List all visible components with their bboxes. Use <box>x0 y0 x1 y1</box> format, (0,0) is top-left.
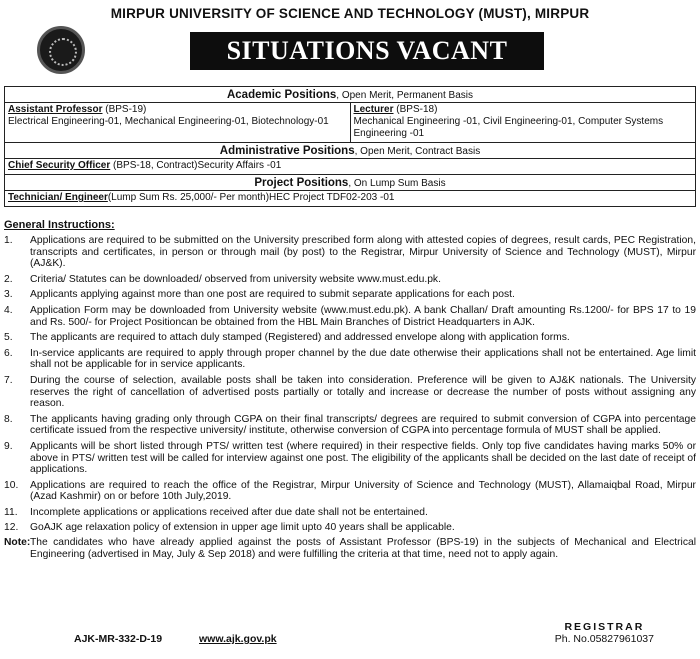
note <box>4 537 696 560</box>
instruction-text: Applications are required to be submitted on the University prescribed form along with attested copies of degrees, result cards, PEC Registration, transcripts and certificates, in person or through mail (by post) to the Registrar, Mirpur University of Science and Technology (MUST), Mirpur (AJ&K). <box>30 235 696 270</box>
chief-security-officer-title: Chief Security Officer <box>8 160 111 171</box>
instruction-item <box>4 375 696 410</box>
general-instructions-title: General Instructions: <box>4 219 115 231</box>
assistant-professor-fields: Electrical Engineering-01, Mechanical Engineering-01, Biotechnology-01 <box>8 116 329 127</box>
instruction-text: The applicants are required to attach duly stamped (Registered) and addressed envelope along with application forms. <box>30 332 570 344</box>
instruction-text: Applicants will be short listed through PTS/ written test (where required) in their respective fields. Only top five candidates having marks 50% or above in PTS/ written test will be called for interview against one post. The eligibility of the applicants shall be decided on the last date of receipt of applications. <box>30 440 696 476</box>
university-seal-icon <box>37 26 85 74</box>
instruction-number: 8. <box>4 413 13 425</box>
instruction-number: 11. <box>4 506 18 518</box>
academic-positions-row <box>5 103 695 143</box>
project-header-row <box>5 175 695 191</box>
instruction-number: 7. <box>4 374 13 386</box>
instruction-text: In-service applicants are required to apply through proper channel by the due date otherwise their applications shall not be entertained. Age limit shall not be applicable for in service applicants. <box>30 347 696 371</box>
university-name: MIRPUR UNIVERSITY OF SCIENCE AND TECHNOLOGY (MUST), MIRPUR <box>110 6 590 21</box>
instruction-item <box>4 522 696 534</box>
instruction-number: 10. <box>4 479 19 491</box>
footer <box>4 617 696 645</box>
lecturer-grade: (BPS-18) <box>393 104 438 115</box>
administrative-position-row <box>5 159 695 175</box>
instruction-number: 1. <box>4 235 13 246</box>
instruction-item <box>4 414 696 437</box>
project-title: Project Positions <box>254 177 349 189</box>
registrar-signature-block <box>555 621 654 645</box>
government-website-link[interactable]: www.ajk.gov.pk <box>199 633 277 645</box>
instruction-item <box>4 289 696 301</box>
instruction-item <box>4 305 696 328</box>
instruction-number: 5. <box>4 332 13 344</box>
positions-table <box>4 86 696 207</box>
lecturer-cell <box>351 103 696 142</box>
academic-basis: , Open Merit, Permanent Basis <box>336 90 474 101</box>
instruction-number: 4. <box>4 304 13 316</box>
academic-title: Academic Positions <box>226 89 337 101</box>
instruction-number: 3. <box>4 289 13 301</box>
instruction-item <box>4 348 696 371</box>
instruction-text: Applicants applying against more than one post are required to submit separate applications for each post. <box>30 289 515 301</box>
assistant-professor-title: Assistant Professor <box>8 104 103 115</box>
instruction-number: 9. <box>4 440 13 452</box>
lecturer-title: Lecturer <box>353 104 394 115</box>
header <box>4 4 696 74</box>
instruction-number: 6. <box>4 347 13 359</box>
instruction-text: The applicants having grading only through CGPA on their final transcripts/ degrees are required to submit conversion of CGPA into percentage certificate issued from the respective university/ institute, otherwise conversion of CGPA into percentage formula of MUST shall be applied. <box>30 413 696 437</box>
instruction-text: Application Form may be downloaded from University website (www.must.edu.pk). A bank Challan/ Draft amounting Rs.1200/- for BPS 17 to 19 and Rs. 500/- for Project Positioncan be obtained from the HBL Main Branches of District Headquarters in AJK. <box>30 304 696 328</box>
instruction-item <box>4 507 696 519</box>
instruction-item <box>4 332 696 344</box>
instruction-text: Applications are required to reach the office of the Registrar, Mirpur University of Science and Technology (MUST), Allamaiqbal Road, Mirpur (Azad Kashmir) on or before 10th July,2019. <box>30 479 696 503</box>
administrative-title: Administrative Positions <box>219 145 355 157</box>
registrar-title: REGISTRAR <box>564 621 645 633</box>
instruction-item <box>4 480 696 503</box>
instructions-list <box>4 235 696 534</box>
advertisement-reference: AJK-MR-332-D-19 <box>74 633 163 645</box>
administrative-basis: , Open Merit, Contract Basis <box>354 146 481 157</box>
technician-engineer-title: Technician/ Engineer <box>8 192 108 203</box>
instruction-item <box>4 235 696 270</box>
instruction-number: 12. <box>4 522 19 534</box>
note-label: Note: <box>4 537 31 549</box>
instruction-number: 2. <box>4 273 13 285</box>
instruction-text: Criteria/ Statutes can be downloaded/ observed from university website www.must.edu.pk. <box>30 273 441 285</box>
instruction-text: During the course of selection, available posts shall be taken into consideration. Preference will be given to AJ&K nationals. The University reserves the right of cancellation of advertised posts partially or totally and increase or decrease the number of posts without assigning any reason. <box>30 374 696 410</box>
lecturer-fields: Mechanical Engineering -01, Civil Engineering-01, Computer Systems Engineering -01 <box>353 116 664 139</box>
instruction-text: Incomplete applications or applications received after due date shall not be entertained. <box>30 506 428 518</box>
project-position-row <box>5 191 695 206</box>
academic-header-row <box>5 87 695 103</box>
administrative-header-row <box>5 143 695 159</box>
note-text: The candidates who have already applied against the posts of Assistant Professor (BPS-19) in the subjects of Mechanical and Electrical Engineering (advertised in May, July & Sep 2018) and were fulfilling the criteria at that time, need not to apply again. <box>30 537 696 560</box>
instruction-item <box>4 441 696 476</box>
assistant-professor-grade: (BPS-19) <box>102 104 147 115</box>
instruction-item <box>4 274 696 286</box>
technician-engineer-detail: (Lump Sum Rs. 25,000/- Per month)HEC Project TDF02-203 -01 <box>107 192 395 203</box>
project-basis: , On Lump Sum Basis <box>348 178 446 189</box>
instruction-text: GoAJK age relaxation policy of extension in upper age limit upto 40 years shall be applicable. <box>30 522 455 534</box>
chief-security-officer-detail: (BPS-18, Contract)Security Affairs -01 <box>110 160 282 171</box>
registrar-phone: Ph. No.05827961037 <box>554 633 654 645</box>
assistant-professor-cell <box>5 103 351 142</box>
advertisement-page <box>4 4 696 651</box>
situations-vacant-banner: SITUATIONS VACANT <box>190 32 544 70</box>
